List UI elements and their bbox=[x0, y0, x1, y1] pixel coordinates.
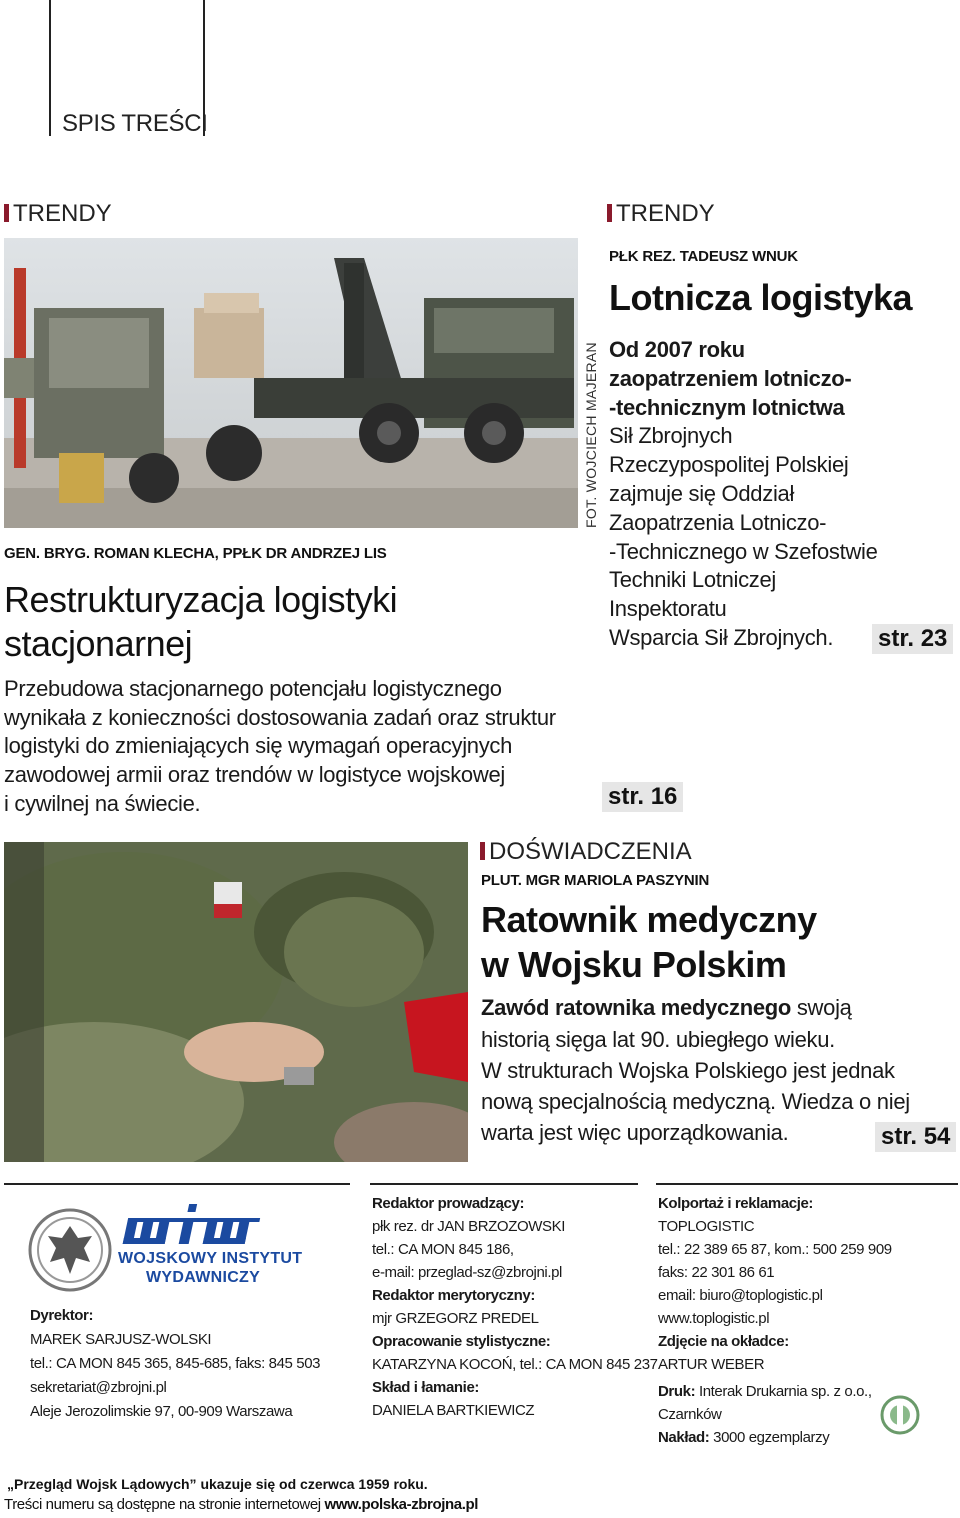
style-editor-name: KATARZYNA KOCOŃ, tel.: CA MON 845 237 bbox=[372, 1356, 658, 1373]
layout-label: Skład i łamanie: bbox=[372, 1379, 479, 1396]
website-link[interactable]: www.polska-zbrojna.pl bbox=[324, 1496, 479, 1513]
header-rule-left bbox=[49, 0, 51, 136]
printer-logo-icon bbox=[880, 1395, 920, 1435]
footer-line-1: „Przegląd Wojsk Lądowych” ukazuje się od czerwca 1959 roku. bbox=[7, 1476, 428, 1492]
distribution-tel: tel.: 22 389 65 87, kom.: 500 259 909 bbox=[658, 1241, 892, 1258]
section-label-trendy-2: TRENDY bbox=[607, 200, 715, 228]
lead-editor-label: Redaktor prowadzący: bbox=[372, 1195, 525, 1212]
lead-1-line2: wynikała z konieczności dostosowania zadań oraz struktur bbox=[4, 705, 556, 730]
circulation-line: Nakład: 3000 egzemplarzy bbox=[658, 1429, 830, 1446]
layout-name: DANIELA BARTKIEWICZ bbox=[372, 1402, 535, 1419]
publisher-email[interactable]: sekretariat@zbrojni.pl bbox=[30, 1379, 167, 1396]
lead-2-line5: Rzeczypospolitej Polskiej bbox=[609, 452, 849, 477]
lead-3-line2: historią sięga lat 90. ubiegłego wieku. bbox=[481, 1027, 835, 1052]
imprint-rule-3 bbox=[656, 1183, 958, 1185]
cover-photo-name: ARTUR WEBER bbox=[658, 1356, 765, 1373]
lead-editor-name: płk rez. dr JAN BRZOZOWSKI bbox=[372, 1218, 565, 1235]
lead-1-line3: logistyki do zmieniających się wymagań operacyjnych bbox=[4, 733, 513, 758]
trucks-image bbox=[4, 238, 578, 528]
page-title: SPIS TREŚCI bbox=[62, 110, 208, 137]
lead-3-line3: W strukturach Wojska Polskiego jest jednak bbox=[481, 1058, 895, 1083]
section-mark bbox=[480, 842, 485, 860]
lead-2-line9: Techniki Lotniczej bbox=[609, 567, 777, 592]
article-title-1b: stacjonarnej bbox=[4, 623, 193, 664]
article-title-2: Lotnicza logistyka bbox=[609, 277, 913, 318]
subject-editor-label: Redaktor merytoryczny: bbox=[372, 1287, 535, 1304]
footer-line-2: Treści numeru są dostępne na stronie internetowej www.polska-zbrojna.pl bbox=[4, 1496, 479, 1513]
wiw-logo bbox=[118, 1200, 283, 1250]
distribution-fax: faks: 22 301 86 61 bbox=[658, 1264, 775, 1281]
publisher-name-1: WOJSKOWY INSTYTUT bbox=[118, 1250, 303, 1267]
eagle-icon bbox=[28, 1208, 112, 1292]
lead-2-line10: Inspektoratu bbox=[609, 596, 727, 621]
lead-2-line8: -Technicznego w Szefostwie bbox=[609, 539, 878, 564]
medic-image bbox=[4, 842, 468, 1162]
distribution-www[interactable]: www.toplogistic.pl bbox=[658, 1310, 770, 1327]
photo-credit-1: FOT. WOJCIECH MAJERAN bbox=[583, 342, 599, 528]
director-name: MAREK SARJUSZ-WOLSKI bbox=[30, 1331, 212, 1348]
article-title-3a: Ratownik medyczny bbox=[481, 899, 817, 940]
printer-logo bbox=[880, 1395, 920, 1435]
section-mark bbox=[4, 204, 9, 222]
lead-2-line4: Sił Zbrojnych bbox=[609, 423, 733, 448]
wiw-logo-mark bbox=[118, 1200, 283, 1250]
lead-3-line4: nową specjalnością medyczną. Wiedza o niej bbox=[481, 1089, 910, 1114]
lead-2-line7: Zaopatrzenia Lotniczo- bbox=[609, 510, 827, 535]
lead-2-line11: Wsparcia Sił Zbrojnych. bbox=[609, 625, 834, 650]
lead-2-line3: -technicznym lotnictwa bbox=[609, 395, 845, 420]
byline-3: PLUT. MGR MARIOLA PASZYNIN bbox=[481, 872, 710, 889]
byline-1: GEN. BRYG. ROMAN KLECHA, PPŁK DR ANDRZEJ LIS bbox=[4, 545, 387, 562]
lead-editor-email[interactable]: e-mail: przeglad-sz@zbrojni.pl bbox=[372, 1264, 562, 1281]
lead-2-line2: zaopatrzeniem lotniczo- bbox=[609, 366, 852, 391]
article-title-3b: w Wojsku Polskim bbox=[481, 944, 787, 985]
print-city: Czarnków bbox=[658, 1406, 722, 1423]
byline-2: PŁK REZ. TADEUSZ WNUK bbox=[609, 248, 798, 265]
imprint-rule-2 bbox=[370, 1183, 638, 1185]
lead-2-line6: zajmuje się Oddział bbox=[609, 481, 795, 506]
distribution-label: Kolportaż i reklamacje: bbox=[658, 1195, 814, 1212]
print-line: Druk: Interak Drukarnia sp. z o.o., bbox=[658, 1383, 872, 1400]
lead-1-line4: zawodowej armii oraz trendów w logistyce wojskowej bbox=[4, 762, 505, 787]
trucks-photo bbox=[4, 238, 578, 528]
page-number-54[interactable]: str. 54 bbox=[875, 1122, 956, 1152]
distribution-company: TOPLOGISTIC bbox=[658, 1218, 755, 1235]
medic-photo bbox=[4, 842, 468, 1162]
section-label-trendy-1: TRENDY bbox=[4, 200, 112, 228]
section-label-doswiadczenia: DOŚWIADCZENIA bbox=[480, 838, 692, 866]
lead-1-line5: i cywilnej na świecie. bbox=[4, 791, 201, 816]
distribution-email[interactable]: email: biuro@toplogistic.pl bbox=[658, 1287, 823, 1304]
lead-editor-tel: tel.: CA MON 845 186, bbox=[372, 1241, 514, 1258]
lead-3-line5: warta jest więc uporządkowania. bbox=[481, 1120, 789, 1145]
lead-3-line1: Zawód ratownika medycznego swoją bbox=[481, 995, 852, 1020]
imprint-rule-1 bbox=[4, 1183, 350, 1185]
section-mark bbox=[607, 204, 612, 222]
eagle-emblem bbox=[28, 1208, 112, 1292]
article-title-1a: Restrukturyzacja logistyki bbox=[4, 579, 398, 620]
page-number-16[interactable]: str. 16 bbox=[602, 782, 683, 812]
director-label: Dyrektor: bbox=[30, 1307, 94, 1324]
cover-photo-label: Zdjęcie na okładce: bbox=[658, 1333, 789, 1350]
publisher-name-2: WYDAWNICZY bbox=[146, 1269, 261, 1286]
page-number-23[interactable]: str. 23 bbox=[872, 624, 953, 654]
style-editor-label: Opracowanie stylistyczne: bbox=[372, 1333, 551, 1350]
publisher-address: Aleje Jerozolimskie 97, 00-909 Warszawa bbox=[30, 1403, 293, 1420]
subject-editor-name: mjr GRZEGORZ PREDEL bbox=[372, 1310, 539, 1327]
lead-2-line1: Od 2007 roku bbox=[609, 337, 745, 362]
publisher-tel: tel.: CA MON 845 365, 845-685, faks: 845 503 bbox=[30, 1355, 321, 1372]
lead-1-line1: Przebudowa stacjonarnego potencjału logistycznego bbox=[4, 676, 502, 701]
